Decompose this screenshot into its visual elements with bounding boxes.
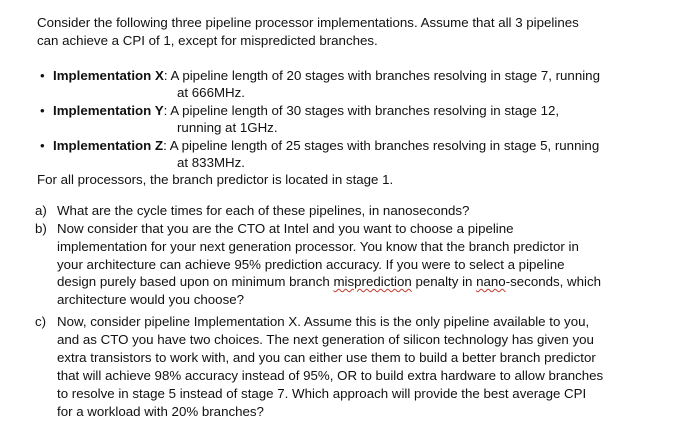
- implementation-x-colon: :: [163, 68, 168, 83]
- intro-line-2: can achieve a CPI of 1, except for mispredicted branches.: [37, 33, 378, 48]
- question-a-line-1: What are the cycle times for each of these pipelines, in nanoseconds?: [57, 203, 470, 218]
- question-b-line-4-post: -seconds, which: [505, 274, 602, 289]
- intro-line-1: Consider the following three pipeline processor implementations. Assume that all 3 pipelines: [37, 15, 579, 30]
- implementation-y-line-2: running at 1GHz.: [177, 120, 278, 135]
- implementation-y-colon: :: [163, 103, 168, 118]
- spellcheck-word-nano: nano: [476, 274, 506, 289]
- implementation-y-desc: A pipeline length of 30 stages with branches resolving in stage 12,: [167, 103, 560, 118]
- bullet-icon: •: [40, 68, 45, 83]
- spellcheck-word-misprediction: misprediction: [333, 274, 412, 289]
- question-b-line-5: architecture would you choose?: [57, 292, 245, 307]
- implementation-y-line-1: [53, 102, 559, 120]
- question-c-line-2: and as CTO you have two choices. The next generation of silicon technology has given you: [57, 332, 594, 347]
- implementation-z-colon: :: [163, 138, 167, 153]
- question-c-line-5: to resolve in stage 5 instead of stage 7. Which approach will provide the best average CPI: [57, 386, 587, 401]
- implementation-y-label: Implementation Y: [53, 103, 164, 118]
- question-b-line-4-mid: penalty in: [411, 274, 477, 289]
- question-b-line-4-pre: design purely based upon on minimum branch: [57, 274, 334, 289]
- implementation-x-line-2: at 666MHz.: [177, 85, 245, 100]
- bullet-icon: •: [40, 138, 45, 153]
- implementation-z-line-1: [53, 137, 599, 155]
- question-a-marker: a): [35, 203, 47, 218]
- implementation-z-desc: A pipeline length of 25 stages with branches resolving in stage 5, running: [166, 138, 600, 153]
- question-b-marker: b): [35, 221, 47, 236]
- question-c-line-4: that will achieve 98% accuracy instead of 95%, OR to build extra hardware to allow branches: [57, 368, 604, 383]
- question-c-line-3: extra transistors to work with, and you can either use them to build a better branch predictor: [57, 350, 596, 365]
- implementation-x-label: Implementation X: [53, 68, 164, 83]
- implementation-z-label: Implementation Z: [53, 138, 164, 153]
- question-b-line-4: [57, 273, 601, 291]
- question-b-line-3: your architecture can achieve 95% prediction accuracy. If you were to select a pipeline: [57, 257, 565, 272]
- question-c-line-1: Now, consider pipeline Implementation X. Assume this is the only pipeline available to you,: [57, 314, 590, 329]
- implementation-x-desc: A pipeline length of 20 stages with branches resolving in stage 7, running: [167, 68, 600, 83]
- branch-predictor-note: For all processors, the branch predictor is located in stage 1.: [37, 172, 394, 187]
- question-b-line-1: Now consider that you are the CTO at Intel and you want to choose a pipeline: [57, 221, 514, 236]
- question-b-line-2: implementation for your next generation processor. You know that the branch predictor in: [57, 239, 579, 254]
- question-c-marker: c): [35, 314, 47, 329]
- bullet-icon: •: [40, 103, 45, 118]
- implementation-z-line-2: at 833MHz.: [177, 155, 245, 170]
- question-c-line-6: for a workload with 20% branches?: [57, 404, 264, 419]
- implementation-x-line-1: [53, 67, 600, 85]
